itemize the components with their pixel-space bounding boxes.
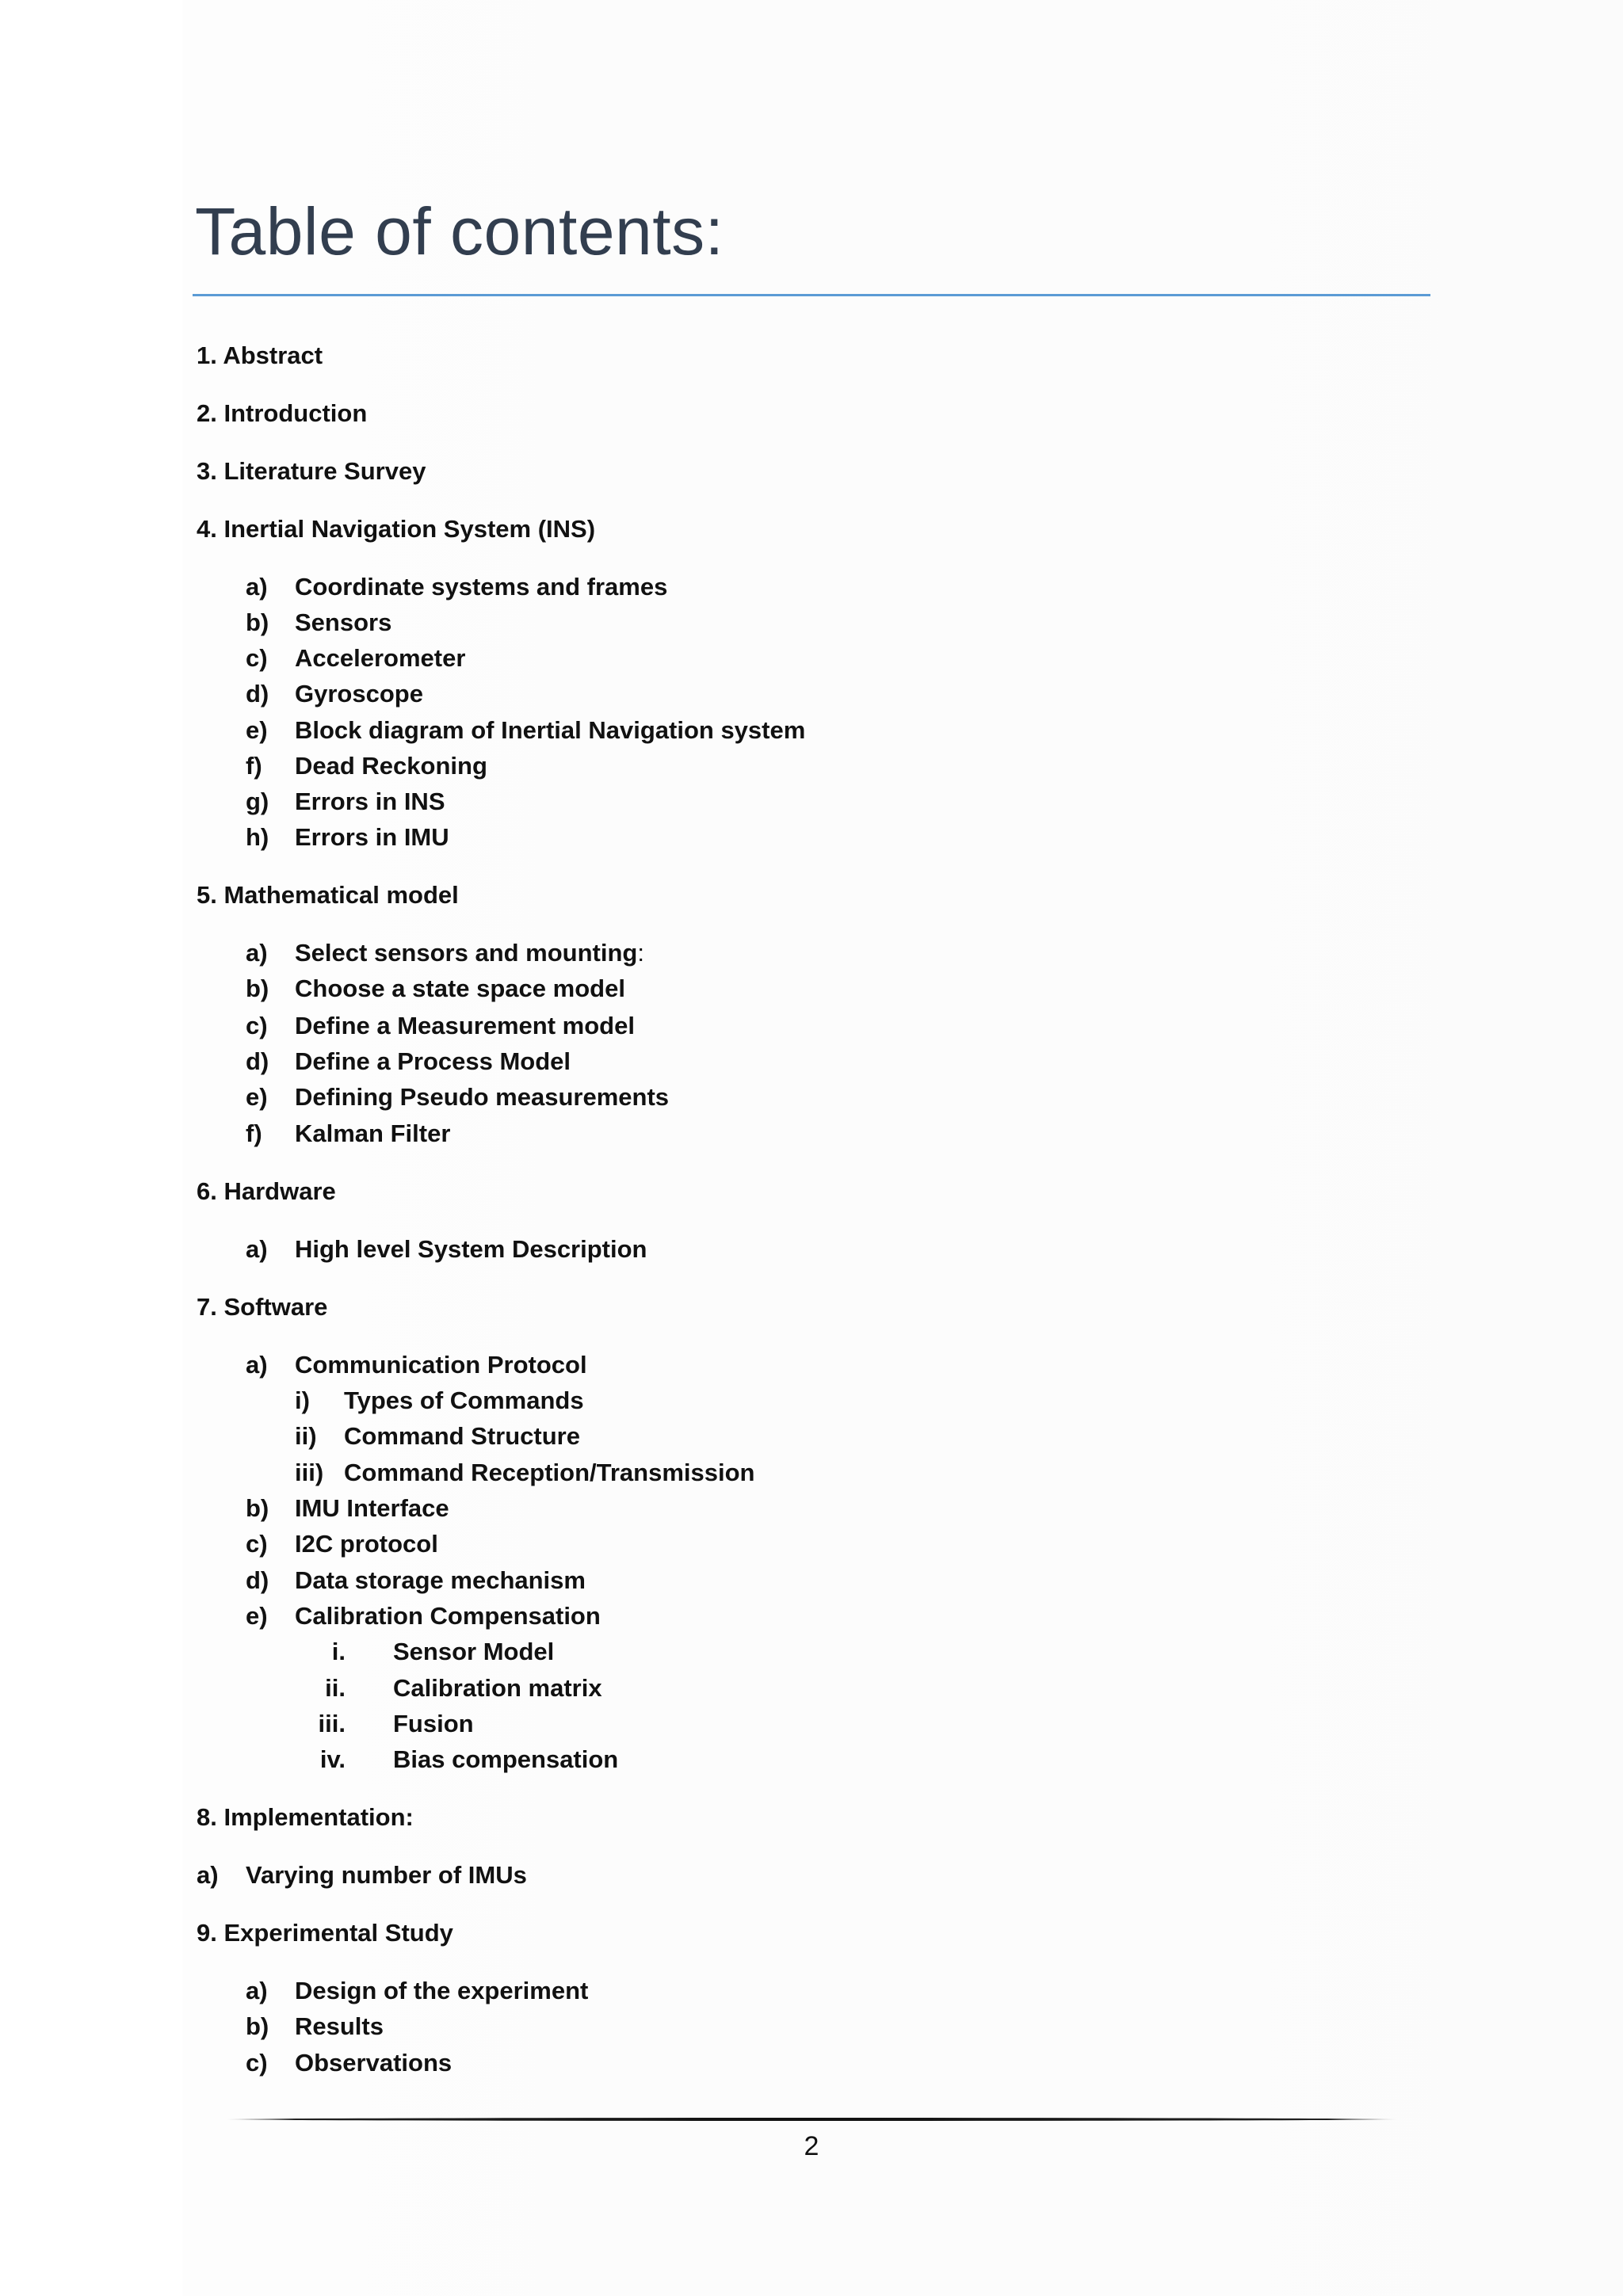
toc-marker: a) bbox=[246, 1235, 268, 1263]
toc-marker: f) bbox=[246, 1119, 262, 1147]
toc-marker: a) bbox=[246, 1977, 268, 2004]
toc-marker: f) bbox=[246, 752, 262, 780]
page-title: Table of contents: bbox=[195, 194, 724, 269]
toc-section-5: 5. Mathematical model bbox=[197, 881, 459, 909]
toc-item: High level System Description bbox=[295, 1235, 647, 1263]
toc-item: Observations bbox=[295, 2049, 453, 2077]
toc-subitem-marker: iv. bbox=[319, 1745, 346, 1773]
toc-item: Varying number of IMUs bbox=[246, 1861, 527, 1889]
toc-subitem-marker: i) bbox=[295, 1386, 310, 1414]
toc-subitem-marker: iii. bbox=[318, 1710, 346, 1737]
toc-marker: e) bbox=[246, 1083, 268, 1111]
toc-section-6: 6. Hardware bbox=[197, 1177, 336, 1205]
toc-marker: e) bbox=[246, 1602, 268, 1630]
toc-marker: a) bbox=[197, 1861, 219, 1889]
toc-item: Define a Measurement model bbox=[295, 1012, 635, 1039]
page-number: 2 bbox=[804, 2131, 819, 2161]
toc-item: Dead Reckoning bbox=[295, 752, 487, 780]
toc-section-4: 4. Inertial Navigation System (INS) bbox=[197, 515, 596, 543]
toc-section-8: 8. Implementation: bbox=[197, 1803, 414, 1831]
toc-marker: a) bbox=[246, 1351, 268, 1379]
toc-item: Defining Pseudo measurements bbox=[295, 1083, 670, 1111]
toc-subitem: Calibration matrix bbox=[393, 1674, 602, 1702]
toc-item: Kalman Filter bbox=[295, 1119, 451, 1147]
toc-marker: d) bbox=[246, 1566, 269, 1594]
toc-item: Define a Process Model bbox=[295, 1047, 571, 1075]
toc-subitem: Fusion bbox=[393, 1710, 474, 1737]
toc-item: Calibration Compensation bbox=[295, 1602, 601, 1630]
toc-section-1: 1. Abstract bbox=[197, 341, 323, 369]
toc-subitem: Sensor Model bbox=[393, 1638, 555, 1665]
title-underline bbox=[193, 294, 1430, 296]
toc-marker: g) bbox=[246, 788, 269, 815]
toc-marker: b) bbox=[246, 608, 269, 636]
toc-item: I2C protocol bbox=[295, 1530, 438, 1558]
toc-subitem: Command Reception/Transmission bbox=[344, 1459, 755, 1486]
toc-subitem-marker: iii) bbox=[295, 1459, 324, 1486]
toc-item: Design of the experiment bbox=[295, 1977, 589, 2004]
toc-marker: a) bbox=[246, 939, 268, 967]
toc-item: Sensors bbox=[295, 608, 392, 636]
toc-marker: h) bbox=[246, 823, 269, 851]
toc-item: Gyroscope bbox=[295, 680, 423, 707]
toc-item: Select sensors and mounting: bbox=[295, 939, 644, 967]
toc-marker: b) bbox=[246, 1494, 269, 1522]
footer-divider bbox=[226, 2118, 1397, 2121]
toc-marker: e) bbox=[246, 716, 268, 744]
toc-section-2: 2. Introduction bbox=[197, 399, 368, 427]
toc-subitem-marker: ii) bbox=[295, 1422, 317, 1450]
toc-item: Communication Protocol bbox=[295, 1351, 587, 1379]
toc-subitem-marker: i. bbox=[331, 1638, 346, 1665]
toc-subitem: Types of Commands bbox=[344, 1386, 584, 1414]
toc-item: Accelerometer bbox=[295, 644, 466, 672]
toc-marker: c) bbox=[246, 644, 268, 672]
toc-marker: b) bbox=[246, 974, 269, 1002]
toc-item: Coordinate systems and frames bbox=[295, 573, 668, 601]
toc-marker: c) bbox=[246, 2049, 268, 2077]
toc-marker: b) bbox=[246, 2012, 269, 2040]
toc-subitem-marker: ii. bbox=[325, 1674, 346, 1702]
toc-item: Errors in IMU bbox=[295, 823, 449, 851]
toc-marker: d) bbox=[246, 680, 269, 707]
toc-subitem: Command Structure bbox=[344, 1422, 580, 1450]
toc-subitem: Bias compensation bbox=[393, 1745, 619, 1773]
toc-marker: c) bbox=[246, 1012, 268, 1039]
toc-item: IMU Interface bbox=[295, 1494, 449, 1522]
toc-marker: a) bbox=[246, 573, 268, 601]
toc-section-7: 7. Software bbox=[197, 1293, 328, 1321]
toc-marker: c) bbox=[246, 1530, 268, 1558]
toc-item: Results bbox=[295, 2012, 384, 2040]
toc-item: Data storage mechanism bbox=[295, 1566, 586, 1594]
toc-marker: d) bbox=[246, 1047, 269, 1075]
toc-item: Choose a state space model bbox=[295, 974, 625, 1002]
toc-item: Errors in INS bbox=[295, 788, 445, 815]
toc-section-3: 3. Literature Survey bbox=[197, 457, 426, 485]
toc-item: Block diagram of Inertial Navigation system bbox=[295, 716, 806, 744]
toc-section-9: 9. Experimental Study bbox=[197, 1919, 453, 1947]
